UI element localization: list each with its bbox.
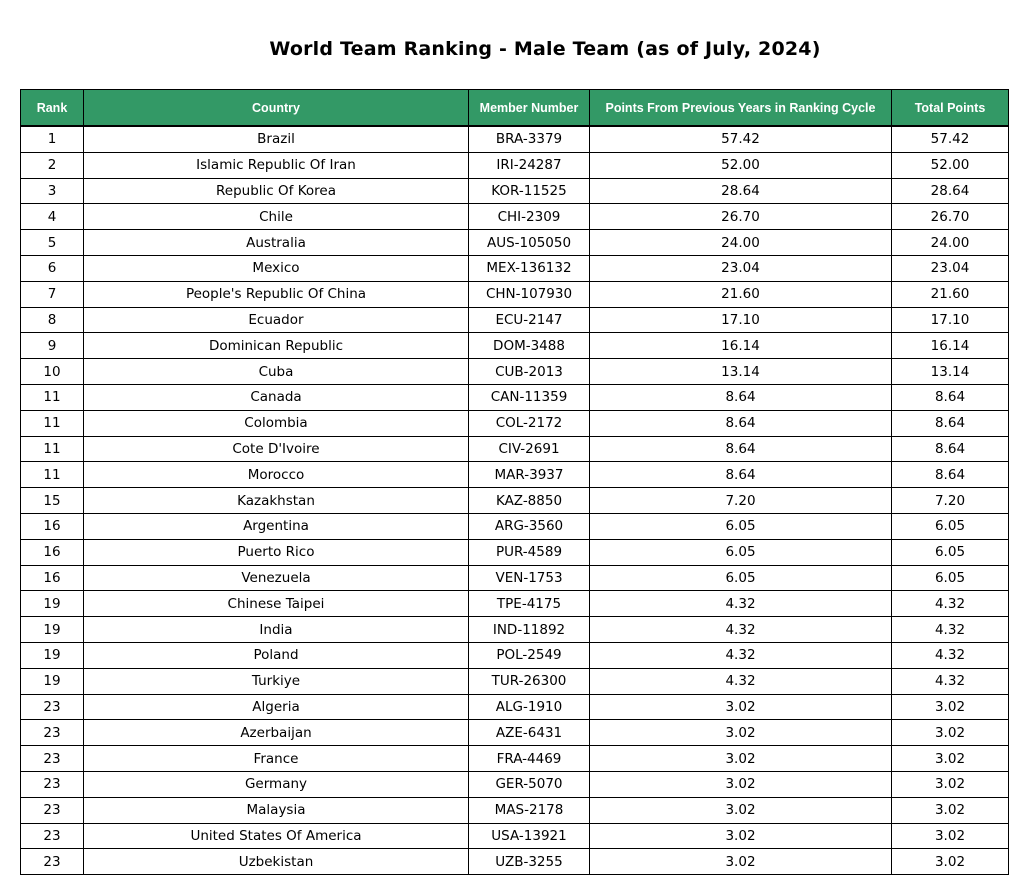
cell-country: Republic Of Korea: [84, 178, 469, 204]
cell-total-points: 8.64: [892, 384, 1009, 410]
cell-previous-points: 52.00: [590, 152, 892, 178]
cell-total-points: 21.60: [892, 281, 1009, 307]
cell-total-points: 28.64: [892, 178, 1009, 204]
cell-rank: 5: [21, 230, 84, 256]
cell-previous-points: 17.10: [590, 307, 892, 333]
cell-total-points: 3.02: [892, 746, 1009, 772]
cell-total-points: 8.64: [892, 436, 1009, 462]
column-header-country[interactable]: Country: [84, 90, 469, 127]
cell-rank: 4: [21, 204, 84, 230]
cell-country: United States Of America: [84, 823, 469, 849]
table-row: [21, 410, 1009, 436]
cell-rank: 23: [21, 797, 84, 823]
cell-total-points: 23.04: [892, 255, 1009, 281]
cell-rank: 23: [21, 694, 84, 720]
cell-member-number: BRA-3379: [469, 126, 590, 152]
cell-country: India: [84, 617, 469, 643]
cell-member-number: CHI-2309: [469, 204, 590, 230]
cell-previous-points: 6.05: [590, 565, 892, 591]
cell-member-number: TPE-4175: [469, 591, 590, 617]
cell-rank: 19: [21, 642, 84, 668]
cell-previous-points: 6.05: [590, 539, 892, 565]
cell-rank: 23: [21, 823, 84, 849]
cell-member-number: ARG-3560: [469, 513, 590, 539]
ranking-table: [20, 89, 1009, 875]
cell-member-number: KOR-11525: [469, 178, 590, 204]
cell-rank: 23: [21, 746, 84, 772]
cell-previous-points: 6.05: [590, 513, 892, 539]
cell-country: Puerto Rico: [84, 539, 469, 565]
cell-member-number: ALG-1910: [469, 694, 590, 720]
table-row: [21, 823, 1009, 849]
cell-member-number: UZB-3255: [469, 849, 590, 875]
cell-total-points: 8.64: [892, 410, 1009, 436]
table-row: [21, 359, 1009, 385]
cell-rank: 19: [21, 668, 84, 694]
cell-country: Morocco: [84, 462, 469, 488]
header-row: [21, 90, 1009, 127]
cell-total-points: 57.42: [892, 126, 1009, 152]
cell-rank: 19: [21, 591, 84, 617]
cell-rank: 7: [21, 281, 84, 307]
cell-rank: 1: [21, 126, 84, 152]
table-row: [21, 384, 1009, 410]
cell-country: Poland: [84, 642, 469, 668]
cell-previous-points: 3.02: [590, 694, 892, 720]
cell-previous-points: 3.02: [590, 746, 892, 772]
table-row: [21, 281, 1009, 307]
table-body: [21, 126, 1009, 875]
table-row: [21, 307, 1009, 333]
cell-previous-points: 28.64: [590, 178, 892, 204]
cell-total-points: 13.14: [892, 359, 1009, 385]
cell-previous-points: 8.64: [590, 410, 892, 436]
cell-member-number: ECU-2147: [469, 307, 590, 333]
cell-previous-points: 4.32: [590, 642, 892, 668]
cell-country: Ecuador: [84, 307, 469, 333]
cell-country: Azerbaijan: [84, 720, 469, 746]
cell-previous-points: 8.64: [590, 436, 892, 462]
cell-member-number: IRI-24287: [469, 152, 590, 178]
cell-rank: 9: [21, 333, 84, 359]
cell-rank: 6: [21, 255, 84, 281]
cell-rank: 23: [21, 771, 84, 797]
cell-total-points: 8.64: [892, 462, 1009, 488]
table-row: [21, 152, 1009, 178]
cell-member-number: AUS-105050: [469, 230, 590, 256]
table-row: [21, 771, 1009, 797]
cell-total-points: 3.02: [892, 849, 1009, 875]
cell-previous-points: 7.20: [590, 488, 892, 514]
cell-total-points: 4.32: [892, 591, 1009, 617]
table-row: [21, 617, 1009, 643]
cell-country: Australia: [84, 230, 469, 256]
cell-total-points: 17.10: [892, 307, 1009, 333]
cell-member-number: USA-13921: [469, 823, 590, 849]
column-header-total-points[interactable]: Total Points: [892, 90, 1009, 127]
table-row: [21, 462, 1009, 488]
page-title: World Team Ranking - Male Team (as of July, 2024): [269, 38, 821, 60]
cell-previous-points: 4.32: [590, 591, 892, 617]
cell-total-points: 4.32: [892, 617, 1009, 643]
table-row: [21, 204, 1009, 230]
cell-total-points: 6.05: [892, 539, 1009, 565]
cell-previous-points: 13.14: [590, 359, 892, 385]
cell-previous-points: 3.02: [590, 823, 892, 849]
table-row: [21, 230, 1009, 256]
cell-rank: 19: [21, 617, 84, 643]
cell-country: People's Republic Of China: [84, 281, 469, 307]
table-row: [21, 797, 1009, 823]
cell-previous-points: 3.02: [590, 797, 892, 823]
cell-rank: 15: [21, 488, 84, 514]
table-row: [21, 178, 1009, 204]
cell-country: Algeria: [84, 694, 469, 720]
table-row: [21, 513, 1009, 539]
table-row: [21, 642, 1009, 668]
cell-rank: 2: [21, 152, 84, 178]
cell-member-number: IND-11892: [469, 617, 590, 643]
table-row: [21, 539, 1009, 565]
cell-rank: 16: [21, 513, 84, 539]
cell-total-points: 3.02: [892, 694, 1009, 720]
cell-country: Uzbekistan: [84, 849, 469, 875]
table-row: [21, 488, 1009, 514]
column-header-previous-points[interactable]: Points From Previous Years in Ranking Cycle: [590, 90, 892, 127]
cell-total-points: 6.05: [892, 513, 1009, 539]
table-row: [21, 720, 1009, 746]
table-row: [21, 668, 1009, 694]
cell-member-number: DOM-3488: [469, 333, 590, 359]
cell-country: Mexico: [84, 255, 469, 281]
cell-rank: 11: [21, 462, 84, 488]
table-row: [21, 694, 1009, 720]
cell-total-points: 26.70: [892, 204, 1009, 230]
cell-country: Germany: [84, 771, 469, 797]
cell-previous-points: 3.02: [590, 720, 892, 746]
table-row: [21, 591, 1009, 617]
cell-member-number: CUB-2013: [469, 359, 590, 385]
table-row: [21, 565, 1009, 591]
cell-member-number: FRA-4469: [469, 746, 590, 772]
cell-previous-points: 4.32: [590, 617, 892, 643]
cell-country: Dominican Republic: [84, 333, 469, 359]
cell-total-points: 3.02: [892, 771, 1009, 797]
column-header-rank[interactable]: Rank: [21, 90, 84, 127]
cell-member-number: CIV-2691: [469, 436, 590, 462]
cell-previous-points: 3.02: [590, 849, 892, 875]
cell-total-points: 16.14: [892, 333, 1009, 359]
cell-member-number: MAS-2178: [469, 797, 590, 823]
cell-previous-points: 57.42: [590, 126, 892, 152]
cell-country: Kazakhstan: [84, 488, 469, 514]
cell-country: Venezuela: [84, 565, 469, 591]
cell-rank: 16: [21, 565, 84, 591]
cell-country: Chinese Taipei: [84, 591, 469, 617]
cell-member-number: VEN-1753: [469, 565, 590, 591]
table-row: [21, 849, 1009, 875]
cell-rank: 11: [21, 384, 84, 410]
table-row: [21, 126, 1009, 152]
cell-previous-points: 8.64: [590, 462, 892, 488]
cell-country: Brazil: [84, 126, 469, 152]
cell-total-points: 4.32: [892, 668, 1009, 694]
table-row: [21, 746, 1009, 772]
table-row: [21, 436, 1009, 462]
cell-member-number: MEX-136132: [469, 255, 590, 281]
cell-member-number: TUR-26300: [469, 668, 590, 694]
cell-previous-points: 16.14: [590, 333, 892, 359]
table-row: [21, 333, 1009, 359]
cell-country: Malaysia: [84, 797, 469, 823]
cell-country: Chile: [84, 204, 469, 230]
table-row: [21, 255, 1009, 281]
cell-rank: 11: [21, 410, 84, 436]
cell-previous-points: 21.60: [590, 281, 892, 307]
cell-total-points: 3.02: [892, 797, 1009, 823]
cell-member-number: AZE-6431: [469, 720, 590, 746]
cell-total-points: 3.02: [892, 720, 1009, 746]
cell-member-number: CAN-11359: [469, 384, 590, 410]
cell-country: Turkiye: [84, 668, 469, 694]
cell-total-points: 7.20: [892, 488, 1009, 514]
table-header: [21, 90, 1009, 127]
cell-previous-points: 26.70: [590, 204, 892, 230]
cell-country: Argentina: [84, 513, 469, 539]
cell-previous-points: 23.04: [590, 255, 892, 281]
column-header-member-number[interactable]: Member Number: [469, 90, 590, 127]
cell-rank: 23: [21, 849, 84, 875]
cell-rank: 10: [21, 359, 84, 385]
cell-country: Colombia: [84, 410, 469, 436]
cell-member-number: MAR-3937: [469, 462, 590, 488]
cell-total-points: 24.00: [892, 230, 1009, 256]
cell-rank: 23: [21, 720, 84, 746]
cell-total-points: 52.00: [892, 152, 1009, 178]
cell-member-number: CHN-107930: [469, 281, 590, 307]
cell-member-number: POL-2549: [469, 642, 590, 668]
cell-country: Cuba: [84, 359, 469, 385]
cell-member-number: COL-2172: [469, 410, 590, 436]
cell-previous-points: 3.02: [590, 771, 892, 797]
cell-rank: 16: [21, 539, 84, 565]
cell-member-number: PUR-4589: [469, 539, 590, 565]
cell-total-points: 3.02: [892, 823, 1009, 849]
cell-country: Islamic Republic Of Iran: [84, 152, 469, 178]
cell-rank: 11: [21, 436, 84, 462]
cell-country: Canada: [84, 384, 469, 410]
cell-previous-points: 24.00: [590, 230, 892, 256]
cell-country: France: [84, 746, 469, 772]
cell-previous-points: 4.32: [590, 668, 892, 694]
cell-previous-points: 8.64: [590, 384, 892, 410]
cell-total-points: 4.32: [892, 642, 1009, 668]
cell-rank: 8: [21, 307, 84, 333]
cell-total-points: 6.05: [892, 565, 1009, 591]
cell-member-number: GER-5070: [469, 771, 590, 797]
cell-rank: 3: [21, 178, 84, 204]
cell-country: Cote D'Ivoire: [84, 436, 469, 462]
cell-member-number: KAZ-8850: [469, 488, 590, 514]
